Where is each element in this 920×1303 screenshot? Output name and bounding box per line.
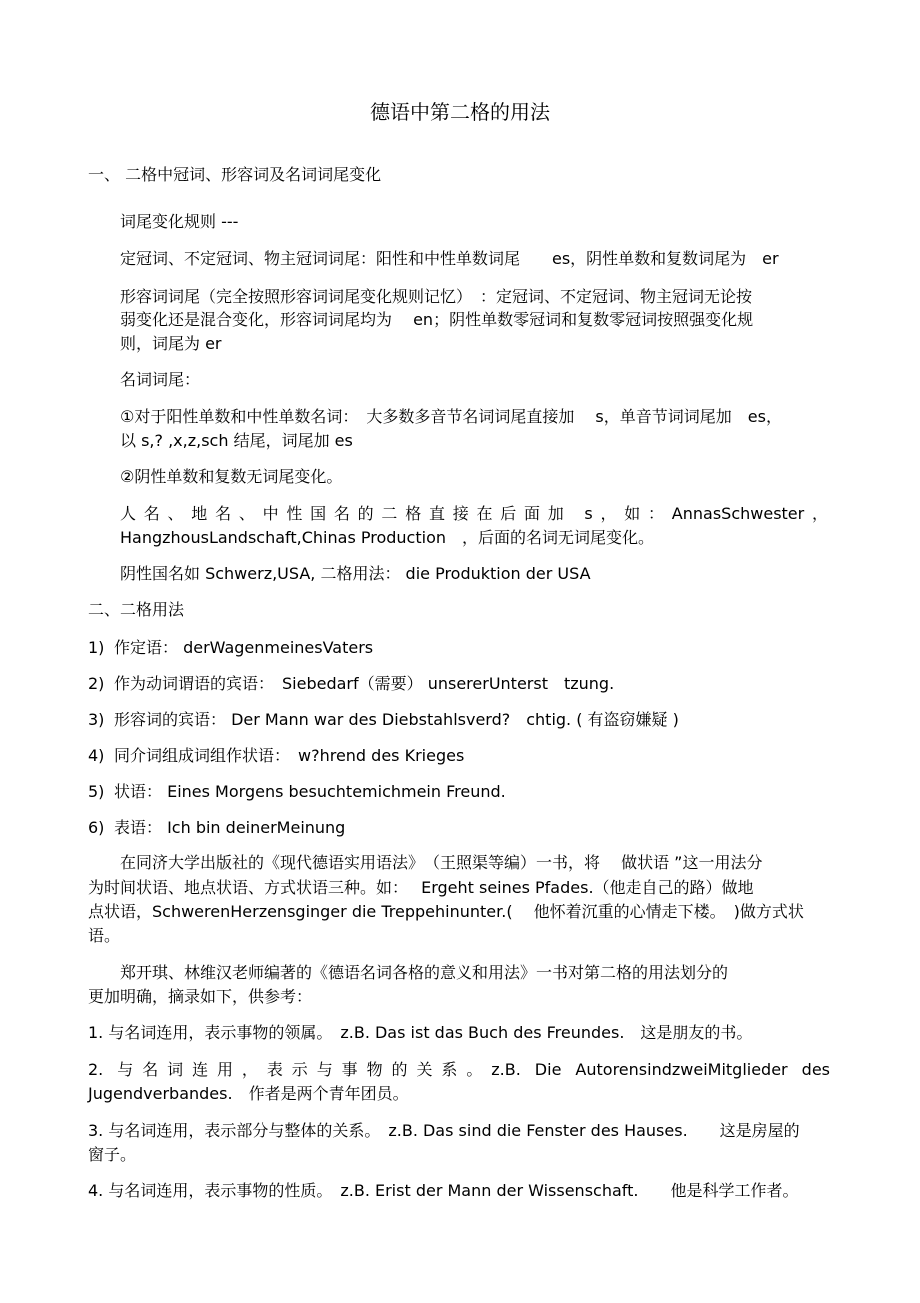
zheng-paragraph-line: 郑开琪、林维汉老师编著的《德语名词各格的意义和用法》一书对第二格的用法划分的	[120, 963, 729, 982]
names-rule-line: HangzhousLandschaft,Chinas Production ，后面的名词无词尾变化。	[120, 528, 654, 547]
usage-text: 表语： Ich bin deinerMeinung	[114, 818, 346, 837]
noun-rule1-line: ①对于阳性单数和中性单数名词： 大多数多音节名词词尾直接加 s，单音节词词尾加 es，	[120, 407, 782, 426]
adjective-endings-line: 则，词尾为 er	[120, 334, 222, 353]
example-line: 1. 与名词连用，表示事物的领属。 z.B. Das ist das Buch des Freundes. 这是朋友的书。	[88, 1023, 753, 1042]
usage-text: 作定语： derWagenmeinesVaters	[114, 638, 374, 657]
adjective-endings-line: 形容词词尾（完全按照形容词词尾变化规则记忆） ：定冠词、不定冠词、物主冠词无论按	[120, 287, 753, 306]
tongji-paragraph-line: 点状语，SchwerenHerzensginger die Treppehinunter.( 他怀着沉重的心情走下楼。 )做方式状	[88, 902, 804, 921]
feminine-country: 阴性国名如 Schwerz,USA, 二格用法： die Produktion der USA	[120, 564, 591, 583]
usage-number: 2)	[88, 674, 105, 693]
example-line: Jugendverbandes. 作者是两个青年团员。	[88, 1084, 409, 1103]
tongji-paragraph-line: 在同济大学出版社的《现代德语实用语法》 （王照渠等编）一书，将 做状语 ”这一用法分	[120, 853, 763, 872]
article-endings: 定冠词、不定冠词、物主冠词词尾：阳性和中性单数词尾 es，阴性单数和复数词尾为 er	[120, 249, 779, 268]
noun-endings-label: 名词词尾：	[120, 370, 201, 389]
adjective-endings-line: 弱变化还是混合变化，形容词词尾均为 en；阴性单数零冠词和复数零冠词按照强变化规	[120, 310, 754, 329]
usage-number: 5)	[88, 782, 105, 801]
example-line: 窗子。	[88, 1145, 137, 1164]
example-line: 3. 与名词连用，表示部分与整体的关系。 z.B. Das sind die Fenster des Hauses. 这是房屋的	[88, 1121, 800, 1140]
names-rule-line: 人名、地名、中性国名的二格直接在后面加 s，如：AnnasSchwester，	[120, 504, 828, 523]
section1-heading: 一、 二格中冠词、形容词及名词词尾变化	[88, 165, 382, 184]
usage-number: 1)	[88, 638, 105, 657]
example-line: 2. 与名词连用，表示与事物的关系。z.B. Die AutorensindzweiMitglieder des	[88, 1060, 830, 1079]
rule-label: 词尾变化规则 ---	[120, 212, 239, 231]
zheng-paragraph-line: 更加明确，摘录如下，供参考：	[88, 987, 313, 1006]
tongji-paragraph-line: 为时间状语、地点状语、方式状语三种。如： Ergeht seines Pfades.（他走自己的路）做地	[88, 878, 754, 897]
section2-heading: 二、二格用法	[88, 600, 185, 619]
noun-rule1-line: 以 s,? ,x,z,sch 结尾，词尾加 es	[120, 431, 353, 450]
usage-text: 形容词的宾语： Der Mann war des Diebstahlsverd? chtig. ( 有盗窃嫌疑 )	[114, 710, 679, 729]
usage-text: 作为动词谓语的宾语： Siebedarf（需要） unsererUnterst tzung.	[114, 674, 615, 693]
usage-number: 3)	[88, 710, 105, 729]
tongji-paragraph-line: 语。	[88, 926, 121, 945]
noun-rule2: ②阴性单数和复数无词尾变化。	[120, 467, 343, 486]
usage-text: 状语： Eines Morgens besuchtemichmein Freund.	[114, 782, 506, 801]
example-line: 4. 与名词连用，表示事物的性质。 z.B. Erist der Mann der Wissenschaft. 他是科学工作者。	[88, 1181, 799, 1200]
usage-text: 同介词组成词组作状语： w?hrend des Krieges	[114, 746, 465, 765]
usage-number: 4)	[88, 746, 105, 765]
usage-number: 6)	[88, 818, 105, 837]
page-title: 德语中第二格的用法	[370, 100, 550, 124]
